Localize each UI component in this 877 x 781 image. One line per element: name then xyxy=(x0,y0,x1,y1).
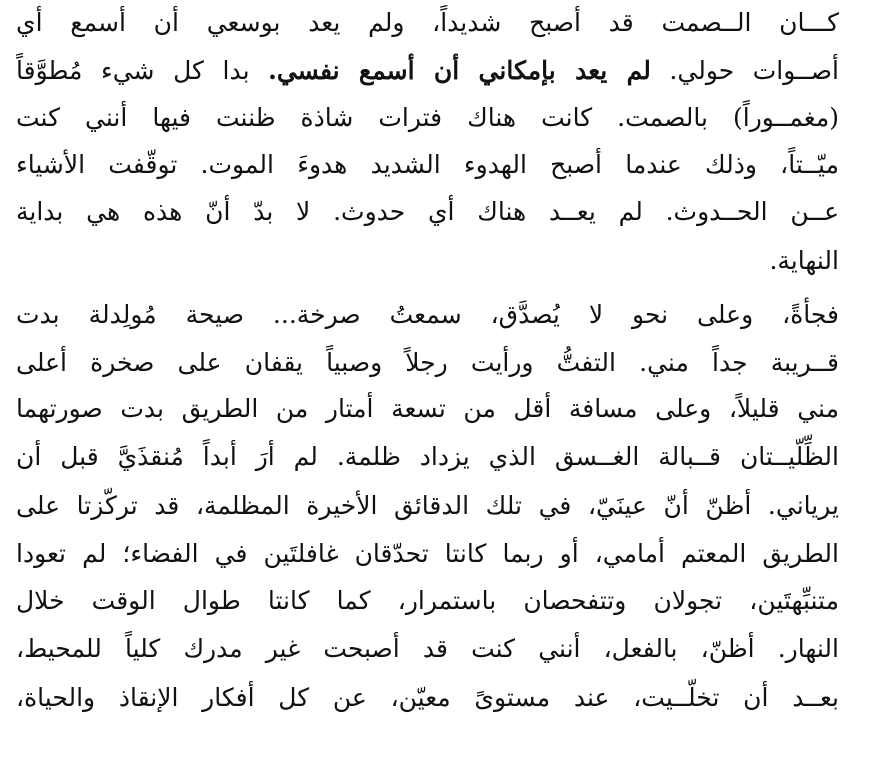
text-segment: بدا كل شيء مُطوَّقاً xyxy=(16,56,269,85)
text-line xyxy=(16,626,839,672)
text-line xyxy=(16,95,839,141)
text-segment: (مغمــوراً) بالصمت. كانت هناك فترات شاذة ظننت فيها أنني كنت xyxy=(16,103,839,132)
text-segment: مني قليلاً، وعلى مسافة أقل من تسعة أمتار من الطريق بدت صورتهما xyxy=(16,394,839,423)
text-line xyxy=(16,675,839,721)
text-line xyxy=(16,292,839,338)
emphasized-text: لم يعد بإمكاني أن أسمع نفسي. xyxy=(268,56,651,85)
text-segment: ميّــتاً، وذلك عندما أصبح الهدوء الشديد هدوءَ الموت. توقّفت الأشياء xyxy=(16,150,839,179)
text-segment: النهاية. xyxy=(769,246,839,275)
text-line xyxy=(16,531,839,577)
text-line xyxy=(16,238,839,284)
text-segment: عــن الحــدوث. لم يعــد هناك أي حدوث. لا بدّ أنّ هذه هي بداية xyxy=(16,197,839,226)
text-segment: يرياني. أظنّ أنّ عينَيّ، في تلك الدقائق الأخيرة المظلمة، قد تركّزتا على xyxy=(16,491,839,520)
text-line xyxy=(16,48,839,94)
text-segment: أصــوات حولي. xyxy=(650,56,839,85)
text-line xyxy=(16,0,839,46)
document-page xyxy=(16,0,839,781)
text-line xyxy=(16,142,839,188)
text-segment: كـــان الــصمت قد أصبح شديداً، ولم يعد بوسعي أن أسمع أي xyxy=(16,8,839,37)
text-line xyxy=(16,434,839,480)
text-line xyxy=(16,483,839,529)
text-segment: الطريق المعتم أمامي، أو ربما كانتا تحدّقان غافلتَين في الفضاء؛ لم تعودا xyxy=(16,539,839,568)
text-segment: فجأةً، وعلى نحو لا يُصدَّق، سمعتُ صرخة... صيحة مُولِدلة بدت xyxy=(16,300,839,329)
text-segment: بعــد أن تخلّــيت، عند مستوىً معيّن، عن كل أفكار الإنقاذ والحياة، xyxy=(16,683,839,712)
text-segment: قــريبة جداً مني. التفتُّ ورأيت رجلاً وصبياً يقفان على صخرة أعلى xyxy=(16,348,839,377)
text-line xyxy=(16,578,839,624)
text-segment: النهار. أظنّ، بالفعل، أنني كنت قد أصبحت غير مدرك كلياً للمحيط، xyxy=(16,634,839,663)
text-line xyxy=(16,386,839,432)
text-line xyxy=(16,340,839,386)
text-segment: متنبِّهتَين، تجولان وتتفحصان باستمرار، كما كانتا طوال الوقت خلال xyxy=(16,586,839,615)
text-segment: الظِّلّيــتان قــبالة الغــسق الذي يزداد ظلمة. لم أرَ أبداً مُنقذَيَّ قبل أن xyxy=(16,442,839,471)
text-line xyxy=(16,189,839,235)
